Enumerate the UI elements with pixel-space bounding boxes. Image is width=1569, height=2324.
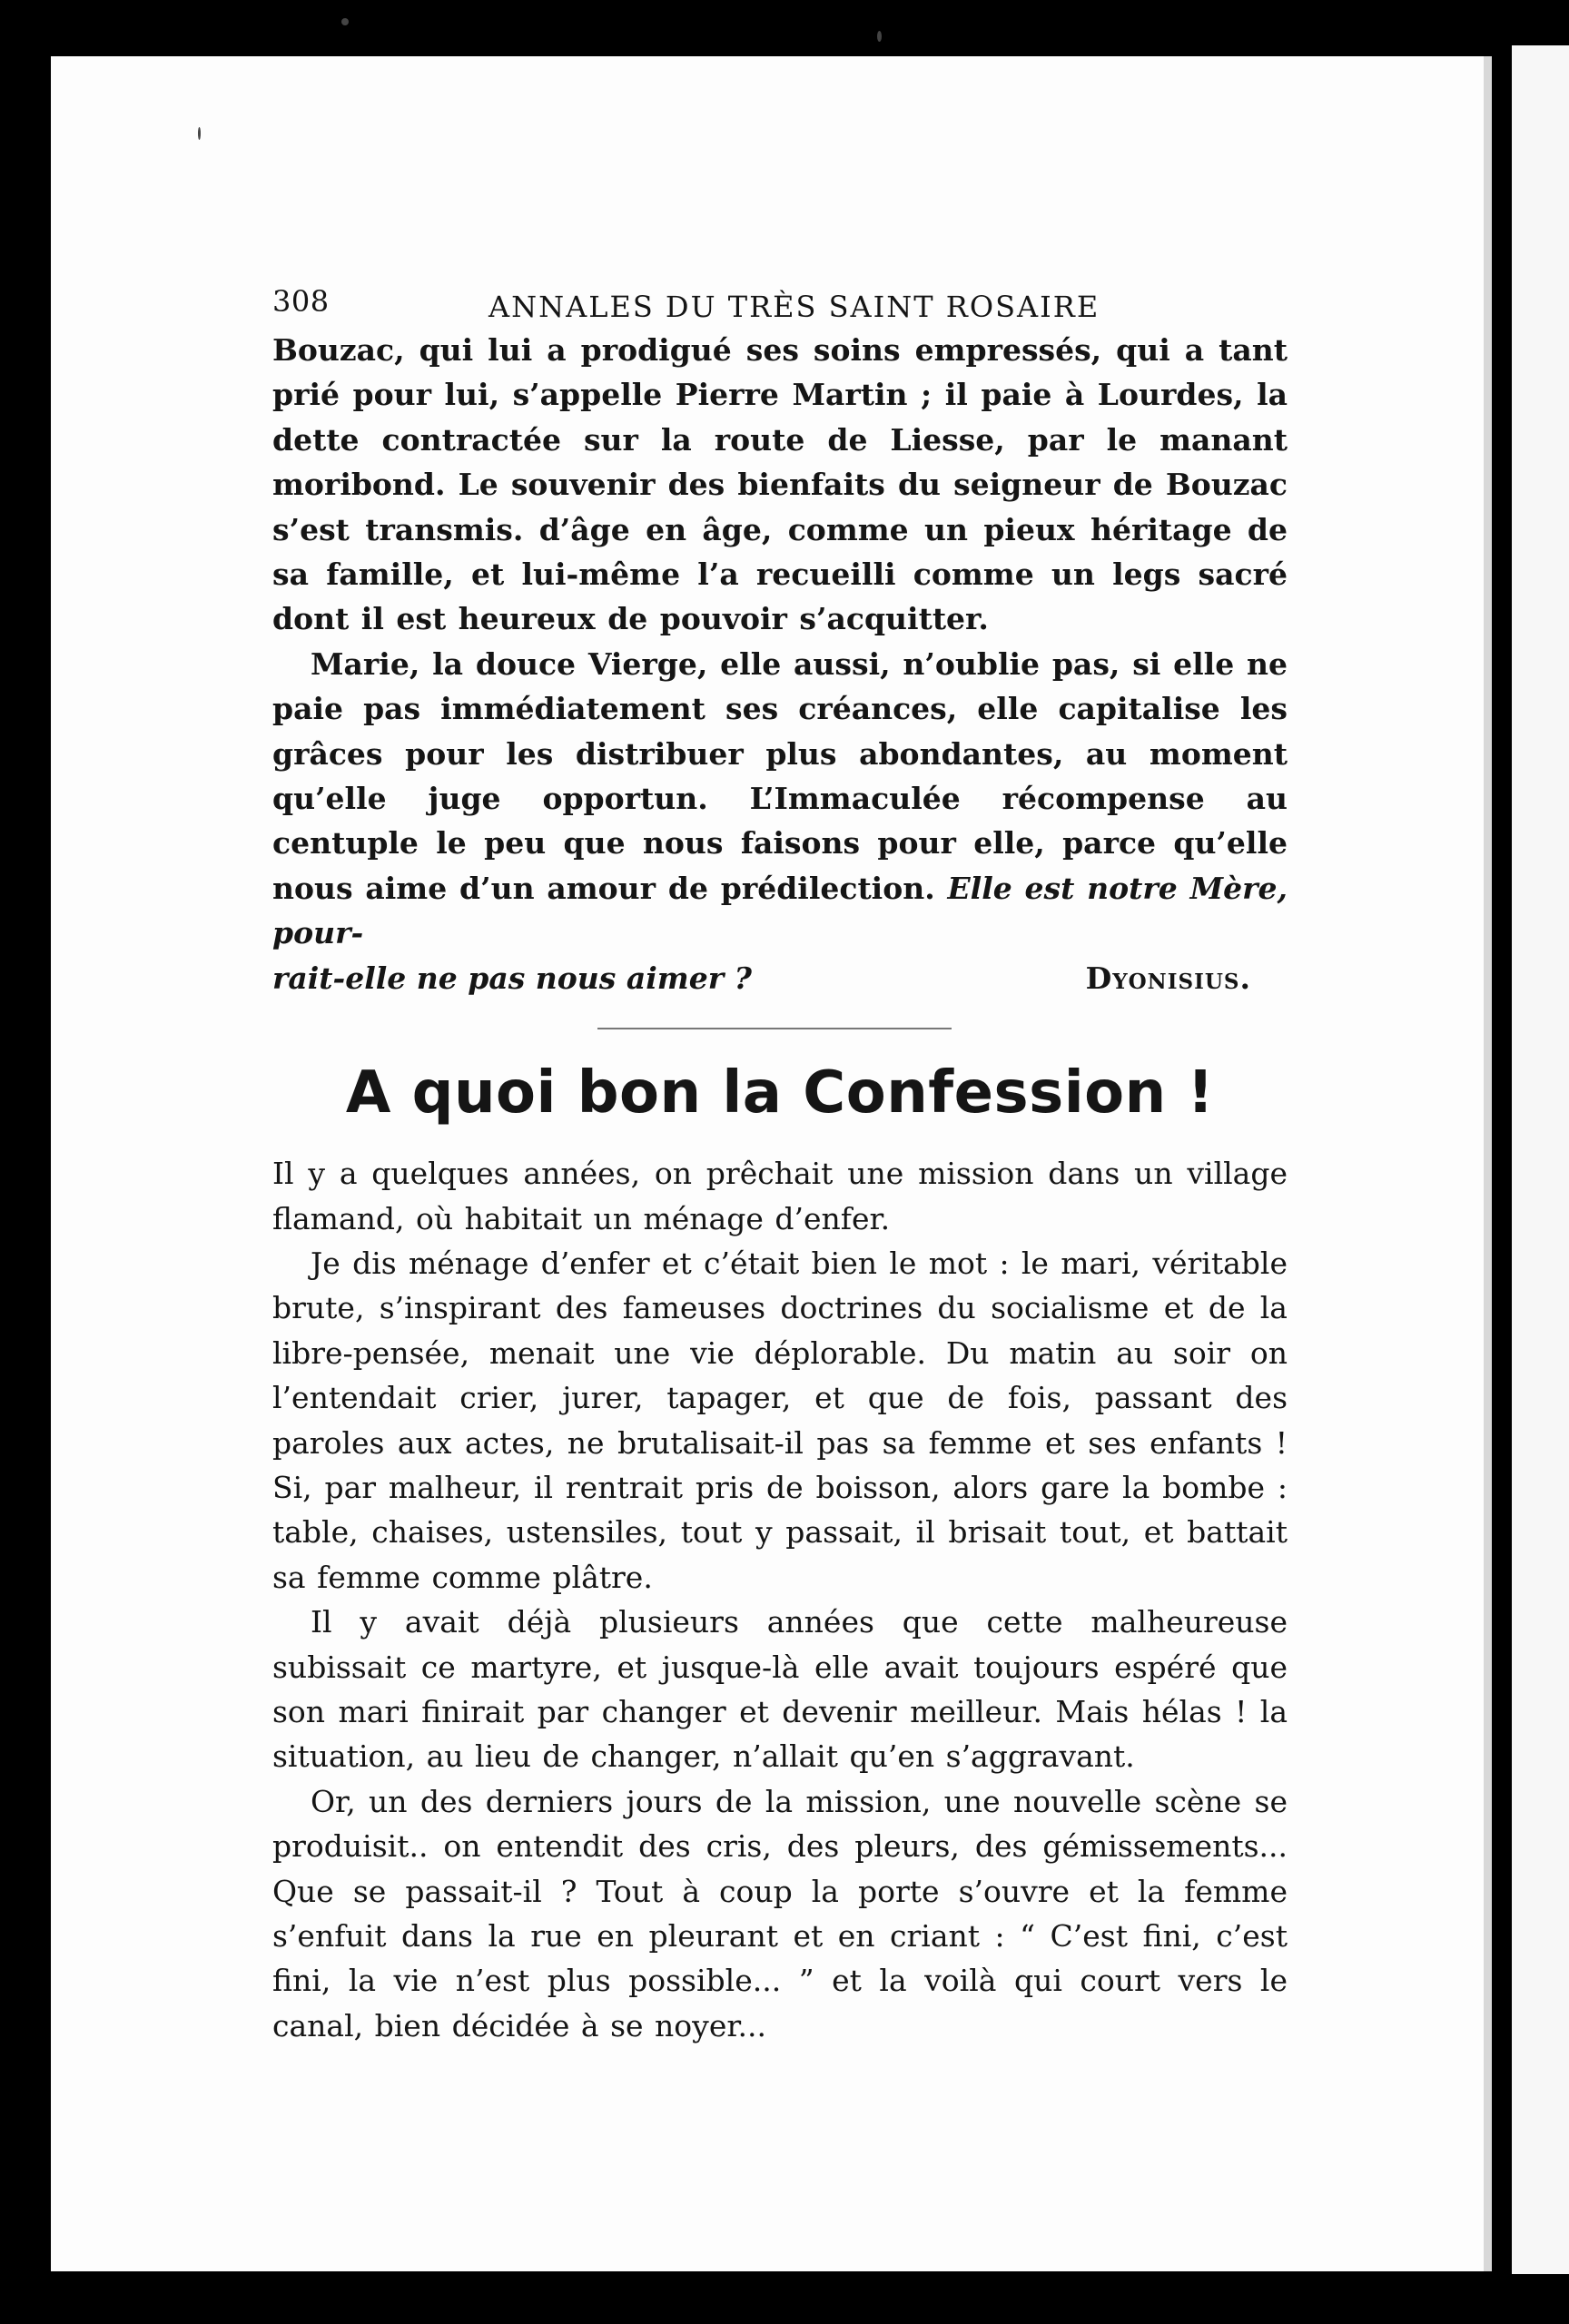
journal-title: ANNALES DU TRÈS SAINT ROSAIRE xyxy=(488,290,1100,324)
article-paragraph: Il y a quelques années, on prêchait une mission dans un village flamand, où habitait un ménage d’enfer. xyxy=(272,1156,1288,1236)
closing-paragraph-italic-end: rait-elle ne pas nous aimer ? xyxy=(272,960,752,996)
intro-paragraph: Bouzac, qui lui a prodigué ses soins empressés, qui a tant prié pour lui, s’appelle Pierre Martin ; il paie à Lourdes, la dette contractée sur la route de Liesse, par le manant moribond. Le souvenir des bienfaits du seigneur de Bouzac s’est transmis. d’âge en âge, comme un pieux héritage de sa famille, et lui-même l’a recueilli comme un legs sacré dont il est heureux de pouvoir s’acquitter. xyxy=(272,332,1288,637)
article-paragraph: Il y avait déjà plusieurs années que cette malheureuse subissait ce martyre, et jusque-là elle avait toujours espéré que son mari finirait par changer et devenir meilleur. Mais hélas ! la situation, au lieu de changer, n’allait qu’en s’aggravant. xyxy=(272,1604,1288,1775)
article-paragraph: Or, un des derniers jours de la mission, une nouvelle scène se produisit.. on entendit des cris, des pleurs, des gémissements... Que se passait-il ? Tout à coup la porte s’ouvre et la femme s’enfuit dans la rue en pleurant et en criant : “ C’est fini, c’est fini, la vie n’est plus possible... ” et la voilà qui court vers le canal, bien décidée à se noyer... xyxy=(272,1783,1288,2043)
scan-speck xyxy=(198,127,201,140)
signature-line xyxy=(272,956,1288,1000)
scan-speck xyxy=(877,31,882,42)
page-edge-shadow xyxy=(1484,56,1492,2271)
section-divider xyxy=(597,1028,952,1029)
article-title: A quoi bon la Confession ! xyxy=(345,1059,1215,1128)
scan-speck xyxy=(341,18,349,25)
closing-paragraph-text: Marie, la douce Vierge, elle aussi, n’oublie pas, si elle ne paie pas immédiatement ses créances, elle capitalise les grâces pour les distribuer plus abondantes, au moment qu’elle juge opportun. L’Immaculée récompense au centuple le peu que nous faisons pour elle, parce qu’elle nous aime d’un amour de prédilection. xyxy=(272,645,1288,906)
page-number: 308 xyxy=(272,284,330,319)
page-content xyxy=(272,277,1288,2048)
running-header xyxy=(272,277,1288,328)
article-paragraph: Je dis ménage d’enfer et c’était bien le mot : le mari, véritable brute, s’inspirant des fameuses doctrines du socialisme et de la libre-pensée, menait une vie déplorable. Du matin au soir on l’entendait crier, jurer, tapager, et que de fois, passant des paroles aux actes, ne brutalisait-il pas sa femme et ses enfants ! Si, par malheur, il rentrait pris de boisson, alors gare la bombe : table, chaises, ustensiles, tout y passait, il brisait tout, et battait sa femme comme plâtre. xyxy=(272,1245,1288,1595)
closing-paragraph-italic: Elle est notre Mère, pour- xyxy=(272,870,1288,951)
adjacent-page-edge xyxy=(1512,45,1569,2274)
closing-paragraph xyxy=(272,642,1288,956)
author-signature: Dyonisius. xyxy=(1085,960,1251,996)
